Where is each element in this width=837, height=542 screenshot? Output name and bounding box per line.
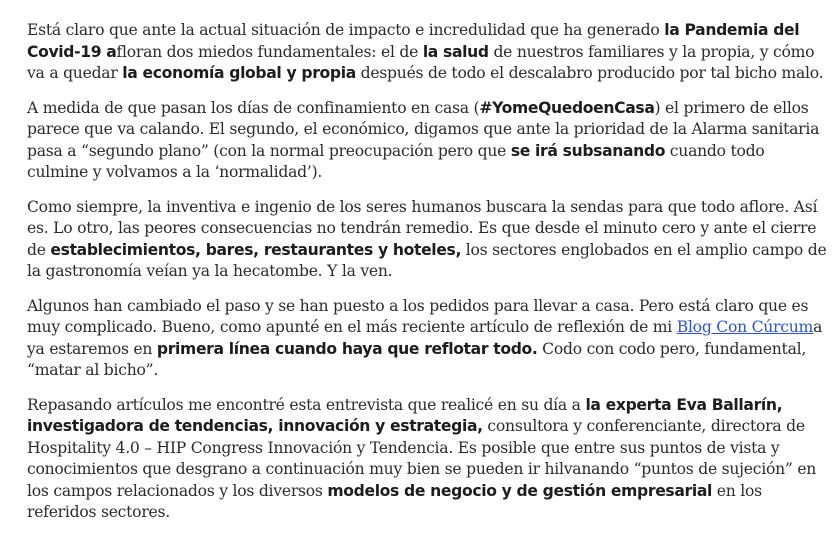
bold-pandemic-covid: la Pandemia del Covid-19 a xyxy=(27,21,800,61)
text-run: consultora y conferenciante, directora de Hospitality 4.0 – HIP Congress Innovación y Tendencia. Es posible que entre sus puntos de vista y conocimientos que desgrano a continuación muy bien se pueden ir hilvanando “puntos de sujeción” en los campos relacionados y los diversos xyxy=(27,417,817,500)
text-run: floran dos miedos fundamentales: el de xyxy=(116,42,423,61)
paragraph-pandemic-fears xyxy=(27,20,827,85)
text-run: Algunos han cambiado el paso y se han puesto a los pedidos para llevar a casa. Pero está claro que es muy complicado. Bueno, como apunté en el más reciente artículo de reflexión de mi xyxy=(27,296,809,336)
paragraph-ingenuity xyxy=(27,197,827,283)
text-run: ) el primero de ellos parece que va calando. El segundo, el económico, digamos que ante la prioridad de la Alarma sanitaria pasa a “segundo plano” (con la normal preocupación pero que xyxy=(27,98,820,160)
text-run: en los referidos sectores. xyxy=(27,481,762,521)
text-run: Como siempre, la inventiva e ingenio de los seres humanos buscara la sendas para que todo aflore. Así es. Lo otro, las peores consecuencias no tendrán remedio. Es que desde el minuto cero y ante el cierre de xyxy=(27,197,818,259)
bold-economy: la economía global y propia xyxy=(122,64,356,82)
text-run: después de todo el descalabro producido por tal bicho malo. xyxy=(355,64,824,82)
paragraph-takeaway xyxy=(27,296,827,382)
bold-hashtag: #YomeQuedoenCasa xyxy=(479,98,655,117)
text-run: Repasando artículos me encontré esta entrevista que realicé en su día a xyxy=(27,395,586,414)
bold-health: la salud xyxy=(422,42,489,61)
bold-expert-eva: la experta Eva Ballarín, investigadora de tendencias, innovación y estrategia, xyxy=(27,395,783,435)
text-run: a ya estaremos en xyxy=(27,318,823,358)
paragraph-interview xyxy=(27,395,827,524)
bold-establishments: establecimientos, bares, restaurantes y hoteles, xyxy=(50,240,462,259)
text-run: Está claro que ante la actual situación de impacto e incredulidad que ha generado xyxy=(27,21,665,39)
text-run: A medida de que pasan los días de confinamiento en casa ( xyxy=(27,98,480,117)
text-run: los sectores englobados en el amplio campo de la gastronomía veían ya la hecatombe. Y la ven. xyxy=(27,240,827,280)
bold-primera-linea: primera línea cuando haya que reflotar todo. xyxy=(156,339,538,358)
blog-con-curcuma-link[interactable]: Blog Con Cúrcum xyxy=(676,318,814,336)
bold-business-models: modelos de negocio y de gestión empresarial xyxy=(327,481,713,500)
text-run: cuando todo culmine y volvamos a la ‘normalidad’). xyxy=(27,141,765,181)
text-run: de nuestros familiares y la propia, y cómo va a quedar xyxy=(27,42,815,82)
article-body xyxy=(27,20,827,537)
text-run: Codo con codo pero, fundamental, “matar al bicho”. xyxy=(27,339,807,379)
bold-subsanando: se irá subsanando xyxy=(510,141,666,160)
paragraph-confinement xyxy=(27,98,827,184)
